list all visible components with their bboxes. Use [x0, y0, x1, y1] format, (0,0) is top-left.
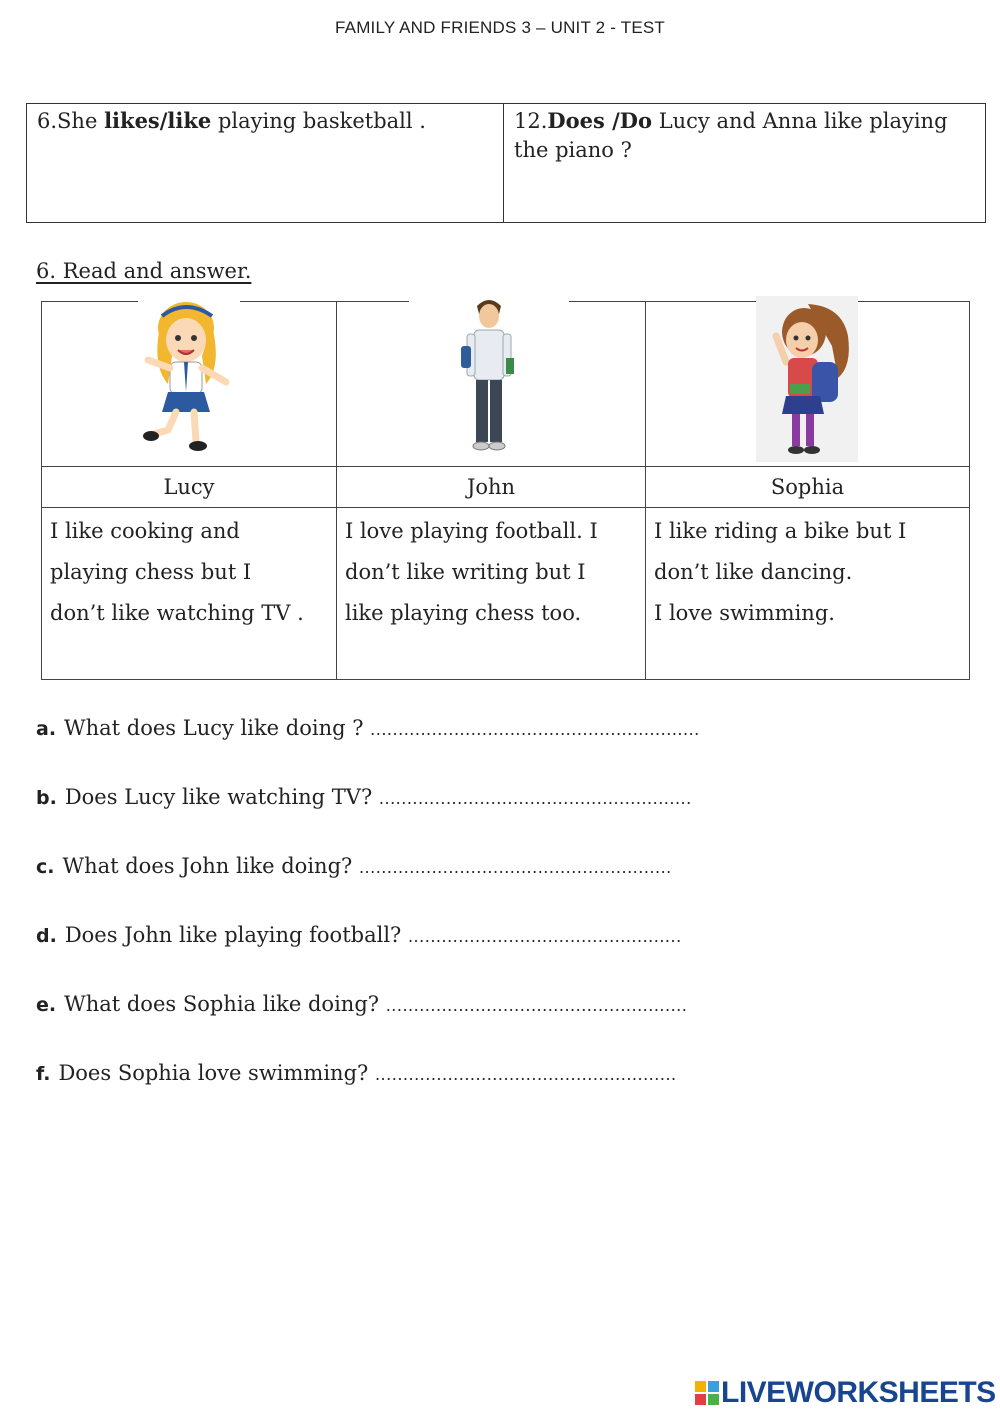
liveworksheets-logo[interactable] — [695, 1376, 996, 1410]
item-text: playing basketball . — [211, 109, 426, 133]
item-prefix: 6.She — [37, 109, 105, 133]
pic-cell-john — [337, 302, 646, 467]
question-letter: d. — [36, 925, 57, 947]
answer-blank[interactable]: ................................................. — [407, 927, 682, 946]
page-header: FAMILY AND FRIENDS 3 – UNIT 2 - TEST — [335, 18, 665, 37]
pic-cell-lucy — [42, 302, 337, 467]
question-text: Does Sophia love swimming? — [58, 1061, 375, 1085]
grammar-cell-12 — [504, 104, 986, 223]
question-letter: f. — [36, 1063, 51, 1085]
text-sophia — [646, 508, 970, 680]
question-b — [36, 785, 692, 809]
logo-text: LIVEWORKSHEETS — [721, 1376, 996, 1409]
question-a — [36, 716, 700, 740]
item-text: Lucy and Anna like playing the piano ? — [514, 109, 948, 162]
answer-blank[interactable]: ...................................................... — [374, 1065, 677, 1084]
text-line: I love swimming. — [654, 601, 835, 625]
choice-options[interactable]: likes/like — [104, 108, 212, 133]
question-text: What does John like doing? — [62, 854, 359, 878]
text-line: don’t like writing but I — [345, 560, 586, 584]
question-letter: b. — [36, 787, 57, 809]
grammar-table — [26, 103, 986, 223]
name-sophia: Sophia — [646, 467, 970, 508]
name-john: John — [337, 467, 646, 508]
question-letter: e. — [36, 994, 57, 1016]
text-line: don’t like watching TV . — [50, 601, 304, 625]
sophia-image — [756, 296, 858, 462]
text-john — [337, 508, 646, 680]
text-lucy — [42, 508, 337, 680]
name-lucy: Lucy — [42, 467, 337, 508]
question-text: Does John like playing football? — [64, 923, 408, 947]
question-d — [36, 923, 682, 947]
text-line: I love playing football. I — [345, 519, 598, 543]
answer-blank[interactable]: ........................................................ — [378, 789, 692, 808]
answer-blank[interactable]: ........................................................ — [358, 858, 672, 877]
question-c — [36, 854, 672, 878]
question-f — [36, 1061, 677, 1085]
text-line: like playing chess too. — [345, 601, 582, 625]
item-prefix: 12. — [514, 109, 548, 133]
text-line: I like cooking and — [50, 519, 240, 543]
question-letter: a. — [36, 718, 57, 740]
pic-cell-sophia — [646, 302, 970, 467]
text-line: playing chess but I — [50, 560, 252, 584]
question-text: What does Sophia like doing? — [64, 992, 386, 1016]
question-text: Does Lucy like watching TV? — [64, 785, 379, 809]
lucy-image — [138, 296, 240, 458]
answer-blank[interactable]: ...................................................... — [385, 996, 688, 1015]
john-image — [409, 296, 569, 458]
answer-blank[interactable]: ........................................................... — [370, 720, 700, 739]
read-table — [41, 301, 970, 680]
question-e — [36, 992, 687, 1016]
logo-blocks-icon — [695, 1381, 719, 1405]
text-line: don’t like dancing. — [654, 560, 853, 584]
question-letter: c. — [36, 856, 55, 878]
section-title: 6. Read and answer. — [36, 259, 252, 283]
grammar-cell-6 — [27, 104, 504, 223]
question-text: What does Lucy like doing ? — [64, 716, 371, 740]
choice-options[interactable]: Does /Do — [547, 108, 653, 133]
text-line: I like riding a bike but I — [654, 519, 907, 543]
